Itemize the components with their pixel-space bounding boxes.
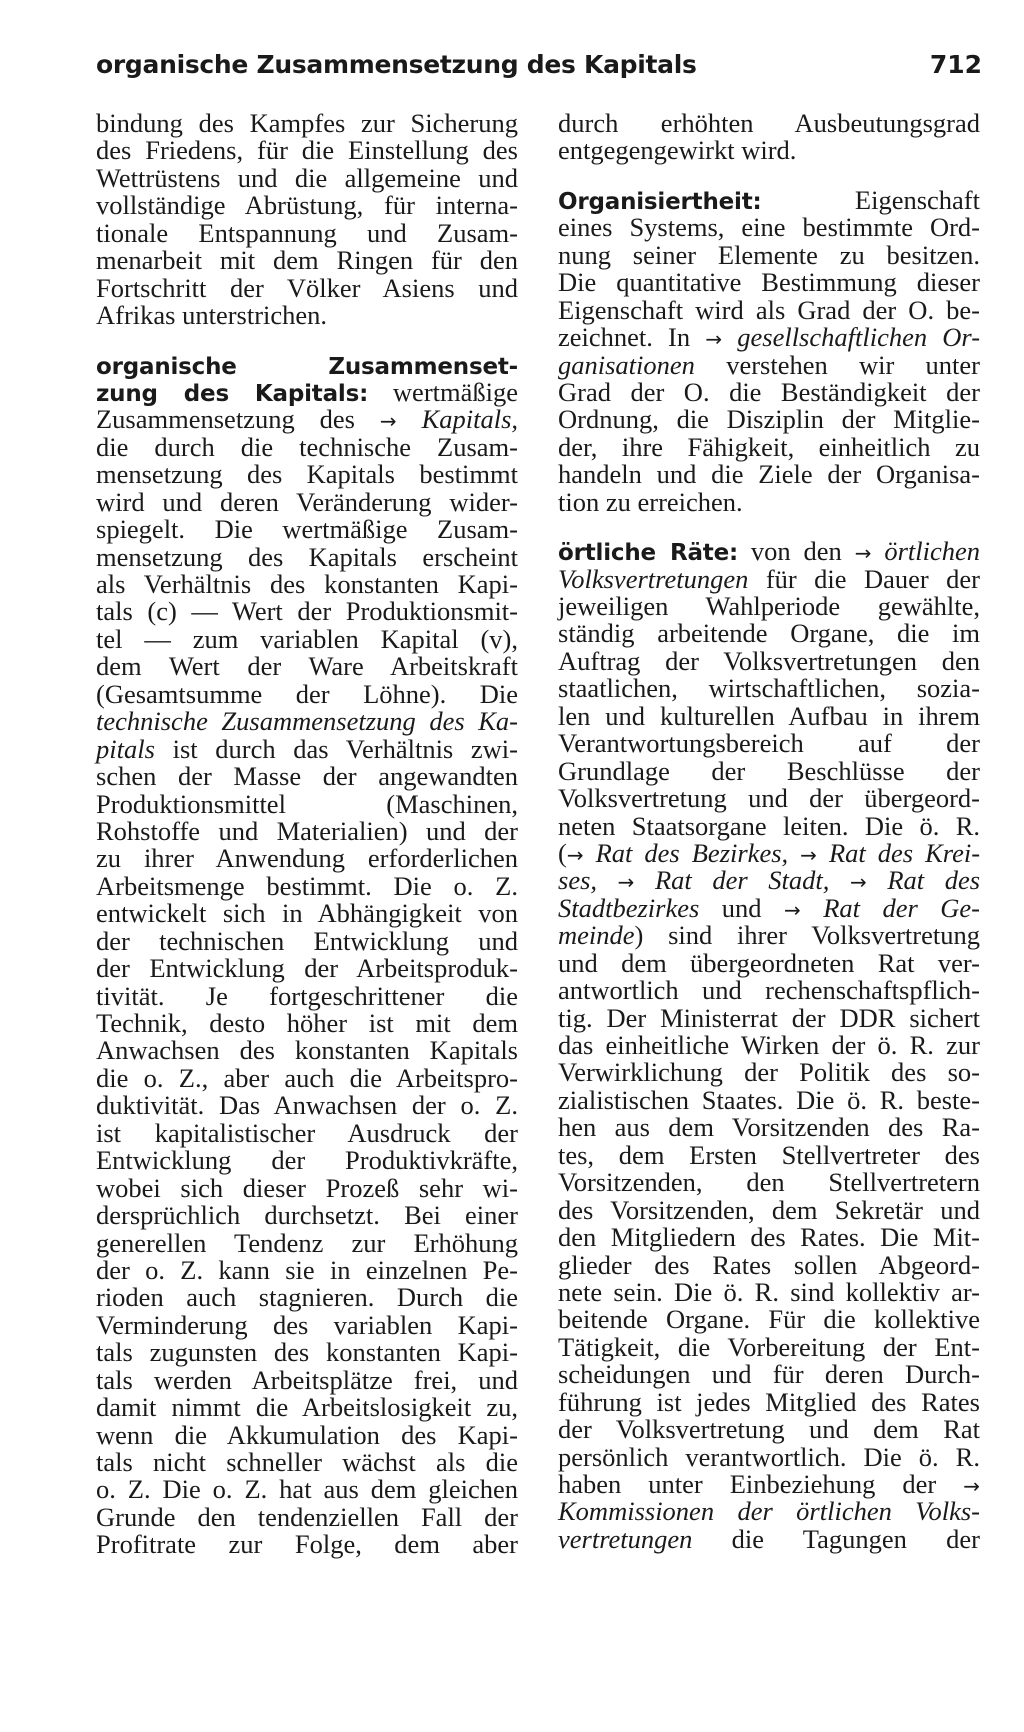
- left-column: [96, 110, 518, 1559]
- text-line: rioden auch stagnieren. Durch die: [96, 1282, 518, 1313]
- text-line: den Mitgliedern des Rates. Die Mit-: [558, 1222, 980, 1253]
- text-line: dersprüchlich durchsetzt. Bei einer: [96, 1200, 518, 1231]
- text-line: (Gesamtsumme der Löhne). Die: [96, 678, 518, 709]
- text-line: Technik, desto höher ist mit dem: [96, 1008, 518, 1038]
- arrow-icon: →: [963, 1474, 981, 1498]
- arrow-icon: →: [800, 842, 817, 867]
- text-line: bindung des Kampfes zur Sicherung: [96, 108, 518, 138]
- text-line: tel — zum variablen Kapital (v),: [96, 623, 518, 654]
- text-line: len und kulturellen Aufbau in ihrem: [558, 700, 980, 731]
- arrow-icon: →: [566, 842, 584, 867]
- text-line: hen aus dem Vorsitzenden des Ra-: [558, 1112, 980, 1143]
- cross-reference: Kommissionen der örtlichen Volks-: [558, 1496, 980, 1527]
- text-line: Afrikas unterstrichen.: [96, 300, 328, 331]
- continued-text: [558, 110, 980, 165]
- text-line: beitende Organe. Für die kollektive: [558, 1304, 980, 1335]
- cross-reference-cont: ganisationen: [558, 349, 695, 380]
- text-line: tion zu erreichen.: [558, 486, 743, 517]
- text-line: Profitrate zur Folge, dem aber: [96, 1529, 518, 1560]
- text-line: staatlichen, wirtschaftlichen, sozia-: [558, 673, 980, 704]
- text-line: nete sein. Die ö. R. sind kollektiv ar-: [558, 1276, 980, 1307]
- text-line: zialistischen Staates. Die ö. R. beste-: [558, 1084, 980, 1115]
- text-line: tals werden Arbeitsplätze frei, und: [96, 1364, 518, 1395]
- arrow-icon: →: [849, 870, 867, 895]
- page-header: [96, 50, 982, 90]
- text-line: Wettrüstens und die allgemeine und: [96, 162, 518, 193]
- text-line: damit nimmt die Arbeitslosigkeit zu,: [96, 1392, 518, 1423]
- text-line: Ordnung, die Disziplin der Mitglie-: [558, 404, 980, 435]
- text-line: persönlich verantwortlich. Die ö. R.: [558, 1441, 980, 1472]
- italic-term-cont: pitals: [96, 733, 155, 764]
- text-line: ist kapitalistischer Ausdruck der: [96, 1117, 518, 1148]
- text-line: spiegelt. Die wertmäßige Zusam-: [96, 514, 518, 545]
- right-column: [558, 110, 980, 1553]
- text-line: dem Wert der Ware Arbeitskraft: [96, 651, 518, 682]
- arrow-icon: →: [784, 897, 801, 922]
- cross-reference: örtlichen: [884, 536, 981, 567]
- text-line: Auftrag der Volksvertretungen den: [558, 645, 980, 676]
- cross-reference: Rat des Krei-: [828, 837, 981, 868]
- text-line: neten Staatsorgane leiten. Die ö. R.: [558, 810, 980, 841]
- cross-reference: Kapitals,: [421, 404, 519, 435]
- text-line: die o. Z., aber auch die Arbeitspro-: [96, 1062, 518, 1093]
- text-line: des Vorsitzenden, dem Sekretär und: [558, 1194, 980, 1225]
- text-line: glieder des Rates sollen Abgeord-: [558, 1249, 980, 1280]
- text-line: Verwirklichung der Politik des so-: [558, 1057, 980, 1088]
- text-line: des Friedens, für die Einstellung des: [96, 135, 518, 166]
- text-line: handeln und die Ziele der Organisa-: [558, 459, 980, 490]
- text-line: und dem übergeordneten Rat ver-: [558, 947, 980, 978]
- text-line: tals nicht schneller wächst als die: [96, 1447, 518, 1477]
- text-line: Anwachsen des konstanten Kapitals: [96, 1035, 518, 1066]
- text-line: eines Systems, eine bestimmte Ord-: [558, 212, 980, 243]
- running-title: organische Zusammensetzung des Kapitals: [96, 50, 697, 79]
- text-line: das einheitliche Wirken der ö. R. zur: [558, 1030, 980, 1060]
- text-line: Verantwortungsbereich auf der: [558, 728, 980, 759]
- text-line: die durch die technische Zusam-: [96, 431, 518, 462]
- text-line: führung ist jedes Mitglied des Rates: [558, 1386, 980, 1417]
- text-line: Verminderung des variablen Kapi-: [96, 1309, 518, 1340]
- page-number: 712: [929, 50, 982, 79]
- text-line: durch erhöhten Ausbeutungsgrad: [558, 108, 980, 138]
- text-line: wenn die Akkumulation des Kapi-: [96, 1419, 518, 1450]
- text-line: nung seiner Elemente zu besitzen.: [558, 239, 980, 270]
- text-line: Arbeitsmenge bestimmt. Die o. Z.: [96, 870, 518, 901]
- text-line: Produktionsmittel (Maschinen,: [96, 788, 518, 819]
- entry-term: Organisiertheit:: [558, 188, 762, 215]
- text-line: Volksvertretung und der übergeord-: [558, 783, 980, 814]
- text-line: Rohstoffe und Materialien) und der: [96, 815, 518, 846]
- arrow-icon: →: [854, 541, 872, 566]
- text-line: duktivität. Das Anwachsen der o. Z.: [96, 1090, 518, 1121]
- text-line: Grad der O. die Beständigkeit der: [558, 376, 980, 407]
- cross-reference: Rat der Stadt,: [654, 865, 830, 896]
- text-line: der technischen Entwicklung und: [96, 925, 518, 956]
- text-line: schen der Masse der angewandten: [96, 761, 518, 792]
- text-line: tals (c) — Wert der Produktionsmit-: [96, 596, 518, 627]
- text-line: Die quantitative Bestimmung dieser: [558, 267, 980, 298]
- text-line: tig. Der Ministerrat der DDR sichert: [558, 1002, 980, 1033]
- cross-reference: Rat der Ge-: [823, 892, 981, 923]
- text-line: menarbeit mit dem Ringen für den: [96, 245, 518, 276]
- cross-reference: Rat des Bezirkes,: [595, 837, 789, 868]
- text-line: tals zugunsten des konstanten Kapi-: [96, 1337, 518, 1368]
- text-line: Grundlage der Beschlüsse der: [558, 755, 980, 786]
- text-line: antwortlich und rechenschaftspflich-: [558, 975, 980, 1006]
- text-line: Entwicklung der Produktivkräfte,: [96, 1145, 518, 1176]
- arrow-icon: →: [379, 409, 397, 434]
- cross-reference: gesellschaftlichen Or-: [737, 322, 981, 353]
- arrow-icon: →: [705, 327, 723, 352]
- text-line: scheidungen und für deren Durch-: [558, 1359, 980, 1390]
- text-line: der Volksvertretung und dem Rat: [558, 1414, 980, 1445]
- text-line: wobei sich dieser Prozeß sehr wi-: [96, 1172, 518, 1203]
- text-line: jeweiligen Wahlperiode gewählte,: [558, 591, 980, 621]
- text-line: zu ihrer Anwendung erforderlichen: [96, 843, 518, 874]
- entry-organisiertheit: Organisiertheit: Eigenschaft eines Systems, eine bestimmte Ord- nung seiner Elemente zu besitzen. Die quantitative Bestimmung dieser Eigenschaft wird als Grad der O. be- zeichnet. In → gesellschaftlichen Or- ganisationen verstehen wir unter Grad der O. die Beständigkeit der Ordnung, die Disziplin der Mitglie- der, ihre Fähigkeit, einheitlich zu handeln und die Ziele der Organisa- tion zu erreichen.: [558, 184, 981, 517]
- text-line: der o. Z. kann sie in einzelnen Pe-: [96, 1254, 518, 1285]
- italic-term: technische Zusammensetzung des Ka-: [96, 706, 518, 737]
- text-line: Grunde den tendenziellen Fall der: [96, 1501, 518, 1532]
- text-line: der, ihre Fähigkeit, einheitlich zu: [558, 431, 980, 462]
- entry-oertliche-raete: örtliche Räte: von den → örtlichen Volksvertretungen für die Dauer der jeweiligen Wahlperiode gewählte, ständig arbeitende Organe, die im Auftrag der Volksvertretungen den staatlichen, wirtschaftlichen, sozia- len und kulturellen Aufbau in ihrem Verantwortungsbereich auf der Grundlage der Beschlüsse der Volksvertretung und der übergeord- neten Staatsorgane leiten. Die ö. R. (→ Rat des Bezirkes, → Rat des Krei- ses, → Rat der Stadt, → Rat des Stadtbezirkes und → Rat der Ge- meinde) sind ihrer Volksvertretung und dem übergeordneten Rat ver- antwortlich und rechenschaftspflich- tig. Der Ministerrat der DDR sichert das einheitliche Wirken der ö. R. zur Verwirklichung der Politik des so- zialistischen Staates. Die ö. R. beste- hen aus dem Vorsitzenden des Ra- tes, dem Ersten Stellvertreter des Vorsitzenden, den Stellvertretern des Vorsitzenden, dem Sekretär und den Mitgliedern des Rates. Die Mit- glieder des Rates sollen Abgeord- nete sein. Die ö. R. sind kollektiv ar- beitende Organe. Für die kollektive Tätigkeit, die Vorbereitung der Ent- scheidungen und für deren Durch- führung ist jedes Mitglied des Rates der Volksvertretung und dem Rat persönlich verantwortlich. Die ö. R. haben unter Einbeziehung der → Kommissionen der örtlichen Volks- vertretungen die Tagungen der: [558, 536, 981, 1554]
- text-line: der Entwicklung der Arbeitsproduk-: [96, 953, 518, 984]
- text-line: Tätigkeit, die Vorbereitung der Ent-: [558, 1331, 980, 1362]
- text-line: mensetzung des Kapitals bestimmt: [96, 459, 518, 490]
- text-line: Fortschritt der Völker Asiens und: [96, 272, 518, 303]
- text-line: tivität. Je fortgeschrittener die: [96, 980, 518, 1011]
- text-line: o. Z. Die o. Z. hat aus dem gleichen: [96, 1474, 518, 1505]
- entry-term: örtliche Räte:: [558, 540, 738, 567]
- entry-organische-zusammensetzung: organische Zusammenset- zung des Kapitals: wertmäßige Zusammensetzung des → Kapitals, die durch die technische Zusam- mensetzung des Kapitals bestimmt wird und deren Veränderung wider- spiegelt. Die wertmäßige Zusam- mensetzung des Kapitals erscheint als Verhältnis des konstanten Kapi- tals (c) — Wert der Produktionsmit- tel — zum variablen Kapital (v), dem Wert der Ware Arbeitskraft (Gesamtsumme der Löhne). Die technische Zusammensetzung des Ka- pitals ist durch das Verhältnis zwi- schen der Masse der angewandten Produktionsmittel (Maschinen, Rohstoffe und Materialien) und der zu ihrer Anwendung erforderlichen Arbeitsmenge bestimmt. Die o. Z. entwickelt sich in Abhängigkeit von der technischen Entwicklung und der Entwicklung der Arbeitsproduk- tivität. Je fortgeschrittener die Technik, desto höher ist mit dem Anwachsen des konstanten Kapitals die o. Z., aber auch die Arbeitspro- duktivität. Das Anwachsen der o. Z. ist kapitalistischer Ausdruck der Entwicklung der Produktivkräfte, wobei sich dieser Prozeß sehr wi- dersprüchlich durchsetzt. Bei einer generellen Tendenz zur Erhöhung der o. Z. kann sie in einzelnen Pe- rioden auch stagnieren. Durch die Verminderung des variablen Kapi- tals zugunsten des konstanten Kapi- tals werden Arbeitsplätze frei, und damit nimmt die Arbeitslosigkeit zu, wenn die Akkumulation des Kapi- tals nicht schneller wächst als die o. Z. Die o. Z. hat aus dem gleichen Grunde den tendenziellen Fall der Profitrate zur Folge, dem aber: [96, 353, 519, 1560]
- continued-text: [96, 110, 518, 330]
- entry-term: organische Zusammenset-: [96, 353, 518, 380]
- text-line: Vorsitzenden, den Stellvertretern: [558, 1167, 980, 1198]
- text-line: Eigenschaft wird als Grad der O. be-: [558, 294, 980, 325]
- text-line: entwickelt sich in Abhängigkeit von: [96, 898, 518, 929]
- cross-reference: Rat des: [887, 865, 981, 896]
- text-line: entgegengewirkt wird.: [558, 135, 797, 166]
- text-line: als Verhältnis des konstanten Kapi-: [96, 569, 518, 599]
- text-line: vollständige Abrüstung, für interna-: [96, 190, 518, 221]
- arrow-icon: →: [617, 870, 635, 895]
- text-line: wird und deren Veränderung wider-: [96, 486, 518, 517]
- text-line: tionale Entspannung und Zusam-: [96, 217, 518, 248]
- text-line: tes, dem Ersten Stellvertreter des: [558, 1139, 980, 1170]
- text-line: generellen Tendenz zur Erhöhung: [96, 1227, 518, 1258]
- text-line: ständig arbeitende Organe, die im: [558, 618, 980, 649]
- entry-term-cont: zung des Kapitals:: [96, 380, 369, 407]
- cross-reference-cont: Volksvertretungen: [558, 563, 749, 594]
- text-line: mensetzung des Kapitals erscheint: [96, 541, 518, 572]
